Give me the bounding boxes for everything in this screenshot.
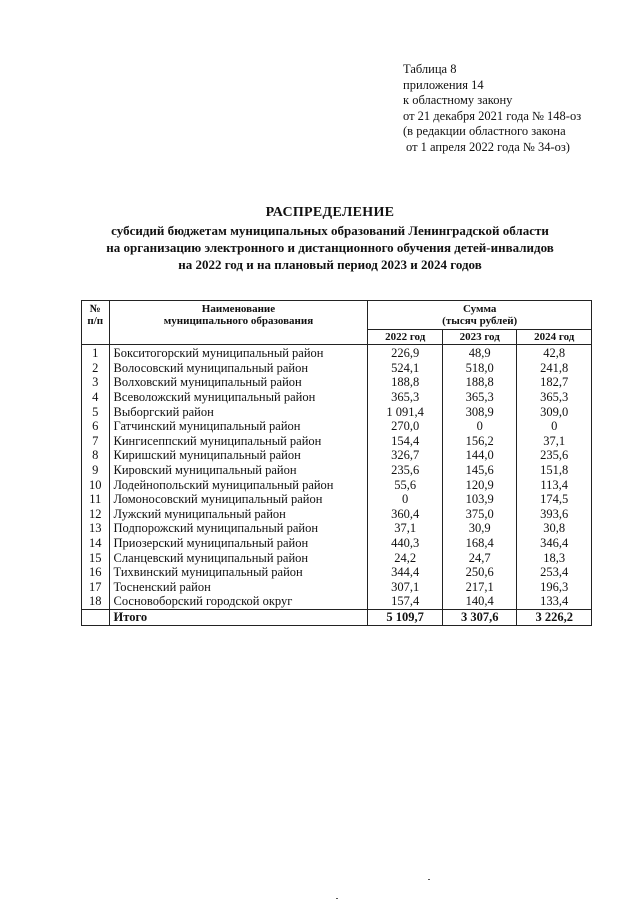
row-value-2023: 365,3 [442, 390, 517, 405]
appendix-note-line: приложения 14 [403, 77, 484, 92]
row-value-2024: 346,4 [517, 536, 592, 551]
row-value-2023: 140,4 [442, 594, 517, 609]
header-name [109, 301, 368, 345]
row-value-2024: 182,7 [517, 375, 592, 390]
appendix-note-line: к областному закону [403, 93, 513, 107]
row-value-2024: 133,4 [517, 594, 592, 609]
title-main: РАСПРЕДЕЛЕНИЕ [265, 205, 395, 220]
row-value-2022: 326,7 [368, 448, 443, 463]
row-name: Сосновоборский городской округ [109, 594, 368, 609]
row-value-2024: 18,3 [517, 550, 592, 565]
appendix-note-line: от 21 декабря 2021 года № 148-оз [403, 108, 582, 123]
row-value-2022: 235,6 [368, 463, 443, 478]
table-row [82, 492, 592, 507]
table-row [82, 594, 592, 609]
row-value-2023: 48,9 [442, 345, 517, 361]
row-value-2022: 37,1 [368, 521, 443, 536]
header-number-line: № [89, 303, 101, 315]
row-value-2022: 270,0 [368, 419, 443, 434]
row-value-2024: 196,3 [517, 580, 592, 595]
row-number: 1 [82, 345, 110, 361]
row-value-2024: 309,0 [517, 404, 592, 419]
row-value-2024: 235,6 [517, 448, 592, 463]
header-year: 2022 год [368, 330, 443, 345]
row-value-2024: 365,3 [517, 390, 592, 405]
table-row [82, 434, 592, 449]
header-number-line: п/п [87, 315, 104, 327]
row-name: Волосовский муниципальный район [109, 361, 368, 376]
table-row [82, 361, 592, 376]
row-name: Волховский муниципальный район [109, 375, 368, 390]
row-number: 16 [82, 565, 110, 580]
row-number: 4 [82, 390, 110, 405]
document-title [40, 204, 620, 273]
row-number: 14 [82, 536, 110, 551]
row-name: Ломоносовский муниципальный район [109, 492, 368, 507]
row-value-2024: 151,8 [517, 463, 592, 478]
title-line: субсидий бюджетам муниципальных образований Ленинградской области [111, 223, 549, 238]
table-row [82, 477, 592, 492]
row-value-2022: 344,4 [368, 565, 443, 580]
table-row [82, 404, 592, 419]
row-value-2022: 440,3 [368, 536, 443, 551]
row-name: Выборгский район [109, 404, 368, 419]
total-label: Итого [109, 609, 368, 625]
row-value-2022: 365,3 [368, 390, 443, 405]
header-number [82, 301, 110, 345]
row-value-2023: 518,0 [442, 361, 517, 376]
row-number: 13 [82, 521, 110, 536]
header-year: 2023 год [442, 330, 517, 345]
row-name: Кингисеппский муниципальный район [109, 434, 368, 449]
row-value-2023: 24,7 [442, 550, 517, 565]
row-value-2022: 154,4 [368, 434, 443, 449]
row-name: Сланцевский муниципальный район [109, 550, 368, 565]
header-name-line: муниципального образования [163, 315, 314, 327]
table-row [82, 580, 592, 595]
row-value-2024: 30,8 [517, 521, 592, 536]
appendix-note-line: Таблица 8 [403, 62, 457, 76]
distribution-table [81, 300, 592, 626]
row-number: 7 [82, 434, 110, 449]
appendix-note-line: (в редакции областного закона [403, 124, 566, 138]
row-value-2022: 307,1 [368, 580, 443, 595]
title-line: на организацию электронного и дистанционного обучения детей-инвалидов [106, 240, 554, 255]
total-2024: 3 226,2 [517, 609, 592, 625]
row-number: 2 [82, 361, 110, 376]
row-number: 8 [82, 448, 110, 463]
header-sum-line: Сумма [462, 303, 497, 315]
total-2023: 3 307,6 [442, 609, 517, 625]
row-name: Кировский муниципальный район [109, 463, 368, 478]
row-value-2023: 145,6 [442, 463, 517, 478]
row-value-2022: 0 [368, 492, 443, 507]
table-row [82, 419, 592, 434]
row-value-2024: 393,6 [517, 507, 592, 522]
row-name: Подпорожский муниципальный район [109, 521, 368, 536]
row-value-2024: 37,1 [517, 434, 592, 449]
row-value-2023: 188,8 [442, 375, 517, 390]
row-name: Приозерский муниципальный район [109, 536, 368, 551]
row-value-2022: 55,6 [368, 477, 443, 492]
row-value-2022: 360,4 [368, 507, 443, 522]
row-value-2022: 188,8 [368, 375, 443, 390]
header-year: 2024 год [517, 330, 592, 345]
header-sum-line: (тысяч рублей) [442, 315, 518, 327]
row-value-2023: 250,6 [442, 565, 517, 580]
row-value-2022: 157,4 [368, 594, 443, 609]
row-name: Гатчинский муниципальный район [109, 419, 368, 434]
row-name: Киришский муниципальный район [109, 448, 368, 463]
scan-speck [336, 898, 338, 899]
row-name: Лодейнопольский муниципальный район [109, 477, 368, 492]
row-number: 10 [82, 477, 110, 492]
row-number: 5 [82, 404, 110, 419]
row-value-2024: 0 [517, 419, 592, 434]
table-row [82, 375, 592, 390]
row-value-2023: 156,2 [442, 434, 517, 449]
row-number: 15 [82, 550, 110, 565]
row-value-2024: 113,4 [517, 477, 592, 492]
row-value-2023: 120,9 [442, 477, 517, 492]
row-value-2023: 217,1 [442, 580, 517, 595]
title-line: на 2022 год и на плановый период 2023 и 2024 годов [178, 257, 482, 272]
row-number: 6 [82, 419, 110, 434]
row-value-2023: 308,9 [442, 404, 517, 419]
row-value-2023: 0 [442, 419, 517, 434]
row-name: Тосненский район [109, 580, 368, 595]
row-number: 11 [82, 492, 110, 507]
row-number: 12 [82, 507, 110, 522]
table-row [82, 565, 592, 580]
row-value-2022: 226,9 [368, 345, 443, 361]
row-name: Всеволожский муниципальный район [109, 390, 368, 405]
table-row [82, 448, 592, 463]
row-value-2024: 241,8 [517, 361, 592, 376]
table-row [82, 536, 592, 551]
row-name: Бокситогорский муниципальный район [109, 345, 368, 361]
row-value-2023: 375,0 [442, 507, 517, 522]
row-value-2023: 144,0 [442, 448, 517, 463]
row-number: 18 [82, 594, 110, 609]
row-value-2022: 1 091,4 [368, 404, 443, 419]
row-value-2024: 253,4 [517, 565, 592, 580]
row-value-2024: 174,5 [517, 492, 592, 507]
row-value-2023: 103,9 [442, 492, 517, 507]
table-row [82, 390, 592, 405]
table-row [82, 345, 592, 361]
row-number: 3 [82, 375, 110, 390]
row-number: 17 [82, 580, 110, 595]
total-2022: 5 109,7 [368, 609, 443, 625]
header-name-line: Наименование [201, 303, 276, 315]
appendix-note-line: от 1 апреля 2022 года № 34-оз) [406, 139, 570, 154]
row-value-2023: 30,9 [442, 521, 517, 536]
table-row [82, 550, 592, 565]
row-value-2024: 42,8 [517, 345, 592, 361]
total-row [82, 609, 592, 625]
row-name: Тихвинский муниципальный район [109, 565, 368, 580]
appendix-note [403, 62, 633, 155]
row-value-2022: 24,2 [368, 550, 443, 565]
row-value-2022: 524,1 [368, 361, 443, 376]
scan-speck [428, 879, 430, 880]
row-number: 9 [82, 463, 110, 478]
table-row [82, 463, 592, 478]
header-sum [368, 301, 592, 330]
table-row [82, 521, 592, 536]
table-row [82, 507, 592, 522]
total-number-cell [82, 609, 110, 625]
row-name: Лужский муниципальный район [109, 507, 368, 522]
row-value-2023: 168,4 [442, 536, 517, 551]
